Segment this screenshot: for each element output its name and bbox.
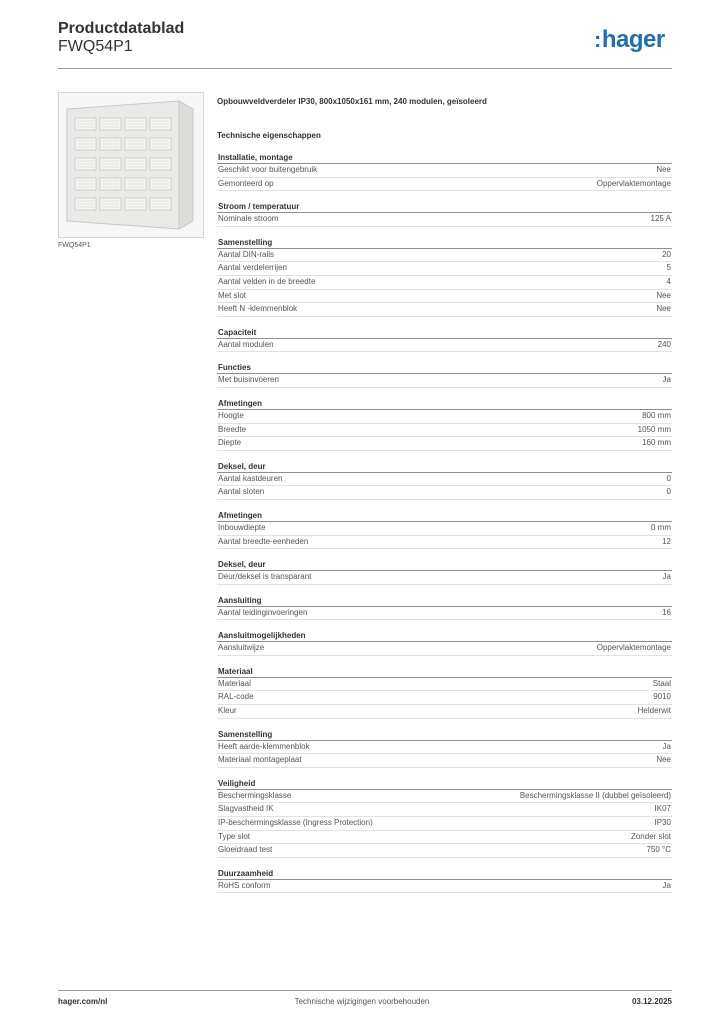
spec-section	[217, 327, 672, 353]
spec-value: 0 mm	[651, 522, 671, 532]
section-title: Afmetingen	[217, 398, 672, 410]
header-divider	[58, 68, 672, 69]
spec-row	[217, 424, 672, 438]
spec-row	[217, 164, 672, 178]
section-title: Capaciteit	[217, 327, 672, 339]
spec-row	[217, 741, 672, 755]
spec-value: 16	[662, 607, 671, 617]
spec-section	[217, 510, 672, 549]
logo-text: hager	[601, 26, 665, 53]
spec-value: 240	[657, 339, 671, 349]
spec-section	[217, 630, 672, 656]
spec-value: 9010	[653, 692, 671, 702]
spec-label: Aantal modulen	[218, 339, 274, 349]
spec-label: Hoogte	[218, 410, 244, 420]
spec-label: Breedte	[218, 424, 247, 434]
spec-row	[217, 691, 672, 705]
spec-value: Zonder slot	[630, 831, 671, 841]
spec-value: 800 mm	[642, 410, 671, 420]
technical-properties-heading: Technische eigenschappen	[217, 131, 321, 140]
spec-label: Geschikt voor buitengebruik	[218, 165, 318, 174]
spec-label: Aansluitwijze	[218, 643, 265, 653]
spec-row	[217, 339, 672, 353]
spec-row	[217, 844, 672, 858]
spec-label: Materiaal	[218, 678, 251, 688]
spec-value: 12	[662, 536, 671, 546]
spec-row	[217, 473, 672, 487]
spec-row	[217, 178, 672, 192]
product-reference: FWQ54P1	[58, 38, 133, 55]
spec-label: Inbouwdiepte	[218, 522, 266, 532]
spec-value: Nee	[656, 290, 671, 300]
spec-label: Met slot	[218, 290, 247, 300]
spec-label: Diepte	[218, 438, 242, 448]
footer-website: hager.com/nl	[58, 997, 108, 1006]
section-title: Materiaal	[217, 666, 672, 678]
product-description: Opbouwveldverdeler IP30, 800x1050x161 mm, 240 modulen, geïsoleerd	[217, 97, 487, 106]
spec-label: Heeft N -klemmenblok	[218, 304, 298, 314]
spec-value: Ja	[662, 375, 671, 385]
spec-label: Aantal verdelerrijen	[218, 263, 287, 273]
spec-row	[217, 817, 672, 831]
distribution-board-icon	[59, 93, 203, 237]
section-title: Samenstelling	[217, 237, 672, 249]
spec-row	[217, 486, 672, 500]
spec-label: Met buisinvoeren	[218, 375, 279, 385]
section-title: Aansluitmogelijkheden	[217, 630, 672, 642]
spec-value: 20	[662, 249, 671, 259]
section-title: Veiligheid	[217, 778, 672, 790]
spec-row	[217, 705, 672, 719]
spec-row	[217, 437, 672, 451]
spec-section	[217, 559, 672, 585]
document-title: Productdatablad	[58, 20, 185, 37]
spec-section	[217, 201, 672, 227]
spec-label: Slagvastheid IK	[218, 804, 274, 814]
spec-section	[217, 778, 672, 858]
spec-section	[217, 152, 672, 191]
section-title: Duurzaamheid	[217, 868, 672, 880]
spec-label: Aantal velden in de breedte	[218, 276, 316, 286]
spec-row	[217, 831, 672, 845]
spec-row	[217, 607, 672, 621]
spec-row	[217, 262, 672, 276]
spec-row	[217, 249, 672, 263]
spec-section	[217, 362, 672, 388]
spec-label: Nominale stroom	[218, 214, 279, 224]
spec-row	[217, 571, 672, 585]
spec-row	[217, 213, 672, 227]
spec-value: Nee	[656, 165, 671, 174]
spec-sections	[217, 152, 672, 893]
footer-divider	[58, 990, 672, 991]
spec-section	[217, 398, 672, 451]
spec-value: Oppervlaktemontage	[596, 643, 671, 653]
spec-label: Aantal kastdeuren	[218, 473, 283, 483]
spec-label: IP-beschermingsklasse (Ingress Protection)	[218, 818, 373, 828]
spec-value: Oppervlaktemontage	[596, 178, 671, 188]
spec-section	[217, 729, 672, 768]
spec-value: Staal	[652, 678, 671, 688]
spec-section	[217, 237, 672, 317]
section-title: Installatie, montage	[217, 152, 672, 164]
section-title: Afmetingen	[217, 510, 672, 522]
spec-section	[217, 461, 672, 500]
spec-label: Beschermingsklasse	[218, 790, 292, 800]
spec-label: RoHS conform	[218, 880, 271, 890]
spec-row	[217, 790, 672, 804]
spec-value: Helderwit	[637, 706, 671, 716]
spec-label: Aantal sloten	[218, 487, 265, 497]
spec-value: Beschermingsklasse II (dubbel geïsoleerd)	[519, 790, 671, 800]
spec-row	[217, 410, 672, 424]
spec-row	[217, 290, 672, 304]
spec-value: IP30	[654, 818, 671, 828]
spec-row	[217, 303, 672, 317]
section-title: Deksel, deur	[217, 559, 672, 571]
spec-label: Gemonteerd op	[218, 178, 274, 188]
spec-value: Ja	[662, 880, 671, 890]
spec-row	[217, 374, 672, 388]
spec-label: RAL-code	[218, 692, 254, 702]
spec-row	[217, 536, 672, 550]
spec-row	[217, 880, 672, 894]
spec-label: Aantal DIN-rails	[218, 249, 275, 259]
section-title: Aansluiting	[217, 595, 672, 607]
spec-value: IK07	[654, 804, 671, 814]
spec-label: Gloeidraad test	[218, 845, 273, 855]
spec-value: Nee	[656, 755, 671, 765]
spec-row	[217, 678, 672, 692]
spec-value: Nee	[656, 304, 671, 314]
spec-row	[217, 522, 672, 536]
spec-row	[217, 642, 672, 656]
spec-section	[217, 666, 672, 719]
section-title: Stroom / temperatuur	[217, 201, 672, 213]
spec-label: Type slot	[218, 831, 251, 841]
spec-row	[217, 276, 672, 290]
product-image	[58, 92, 204, 238]
spec-row	[217, 803, 672, 817]
spec-value: 125 A	[650, 214, 671, 224]
spec-value: Ja	[662, 741, 671, 751]
section-title: Functies	[217, 362, 672, 374]
spec-value: 160 mm	[642, 438, 671, 448]
spec-value: 5	[666, 263, 671, 273]
hager-logo	[594, 26, 665, 54]
spec-value: 0	[666, 473, 671, 483]
footer-date: 03.12.2025	[631, 997, 672, 1006]
image-caption: FWQ54P1	[58, 242, 91, 249]
spec-section	[217, 595, 672, 621]
spec-label: Materiaal montageplaat	[218, 755, 302, 765]
spec-section	[217, 868, 672, 894]
section-title: Samenstelling	[217, 729, 672, 741]
spec-label: Aantal breedte-eenheden	[218, 536, 309, 546]
section-title: Deksel, deur	[217, 461, 672, 473]
spec-value: 750 °C	[646, 845, 671, 855]
logo-dots-icon: :	[594, 27, 601, 52]
spec-label: Heeft aarde-klemmenblok	[218, 741, 310, 751]
spec-row	[217, 754, 672, 768]
spec-value: 1050 mm	[637, 424, 671, 434]
spec-value: 4	[666, 276, 671, 286]
footer-disclaimer: Technische wijzigingen voorbehouden	[294, 997, 430, 1006]
spec-label: Deur/deksel is transparant	[218, 572, 312, 582]
spec-value: Ja	[662, 572, 671, 582]
spec-label: Aantal leidinginvoeringen	[218, 607, 308, 617]
spec-content	[217, 95, 672, 893]
spec-value: 0	[666, 487, 671, 497]
spec-label: Kleur	[218, 706, 237, 716]
